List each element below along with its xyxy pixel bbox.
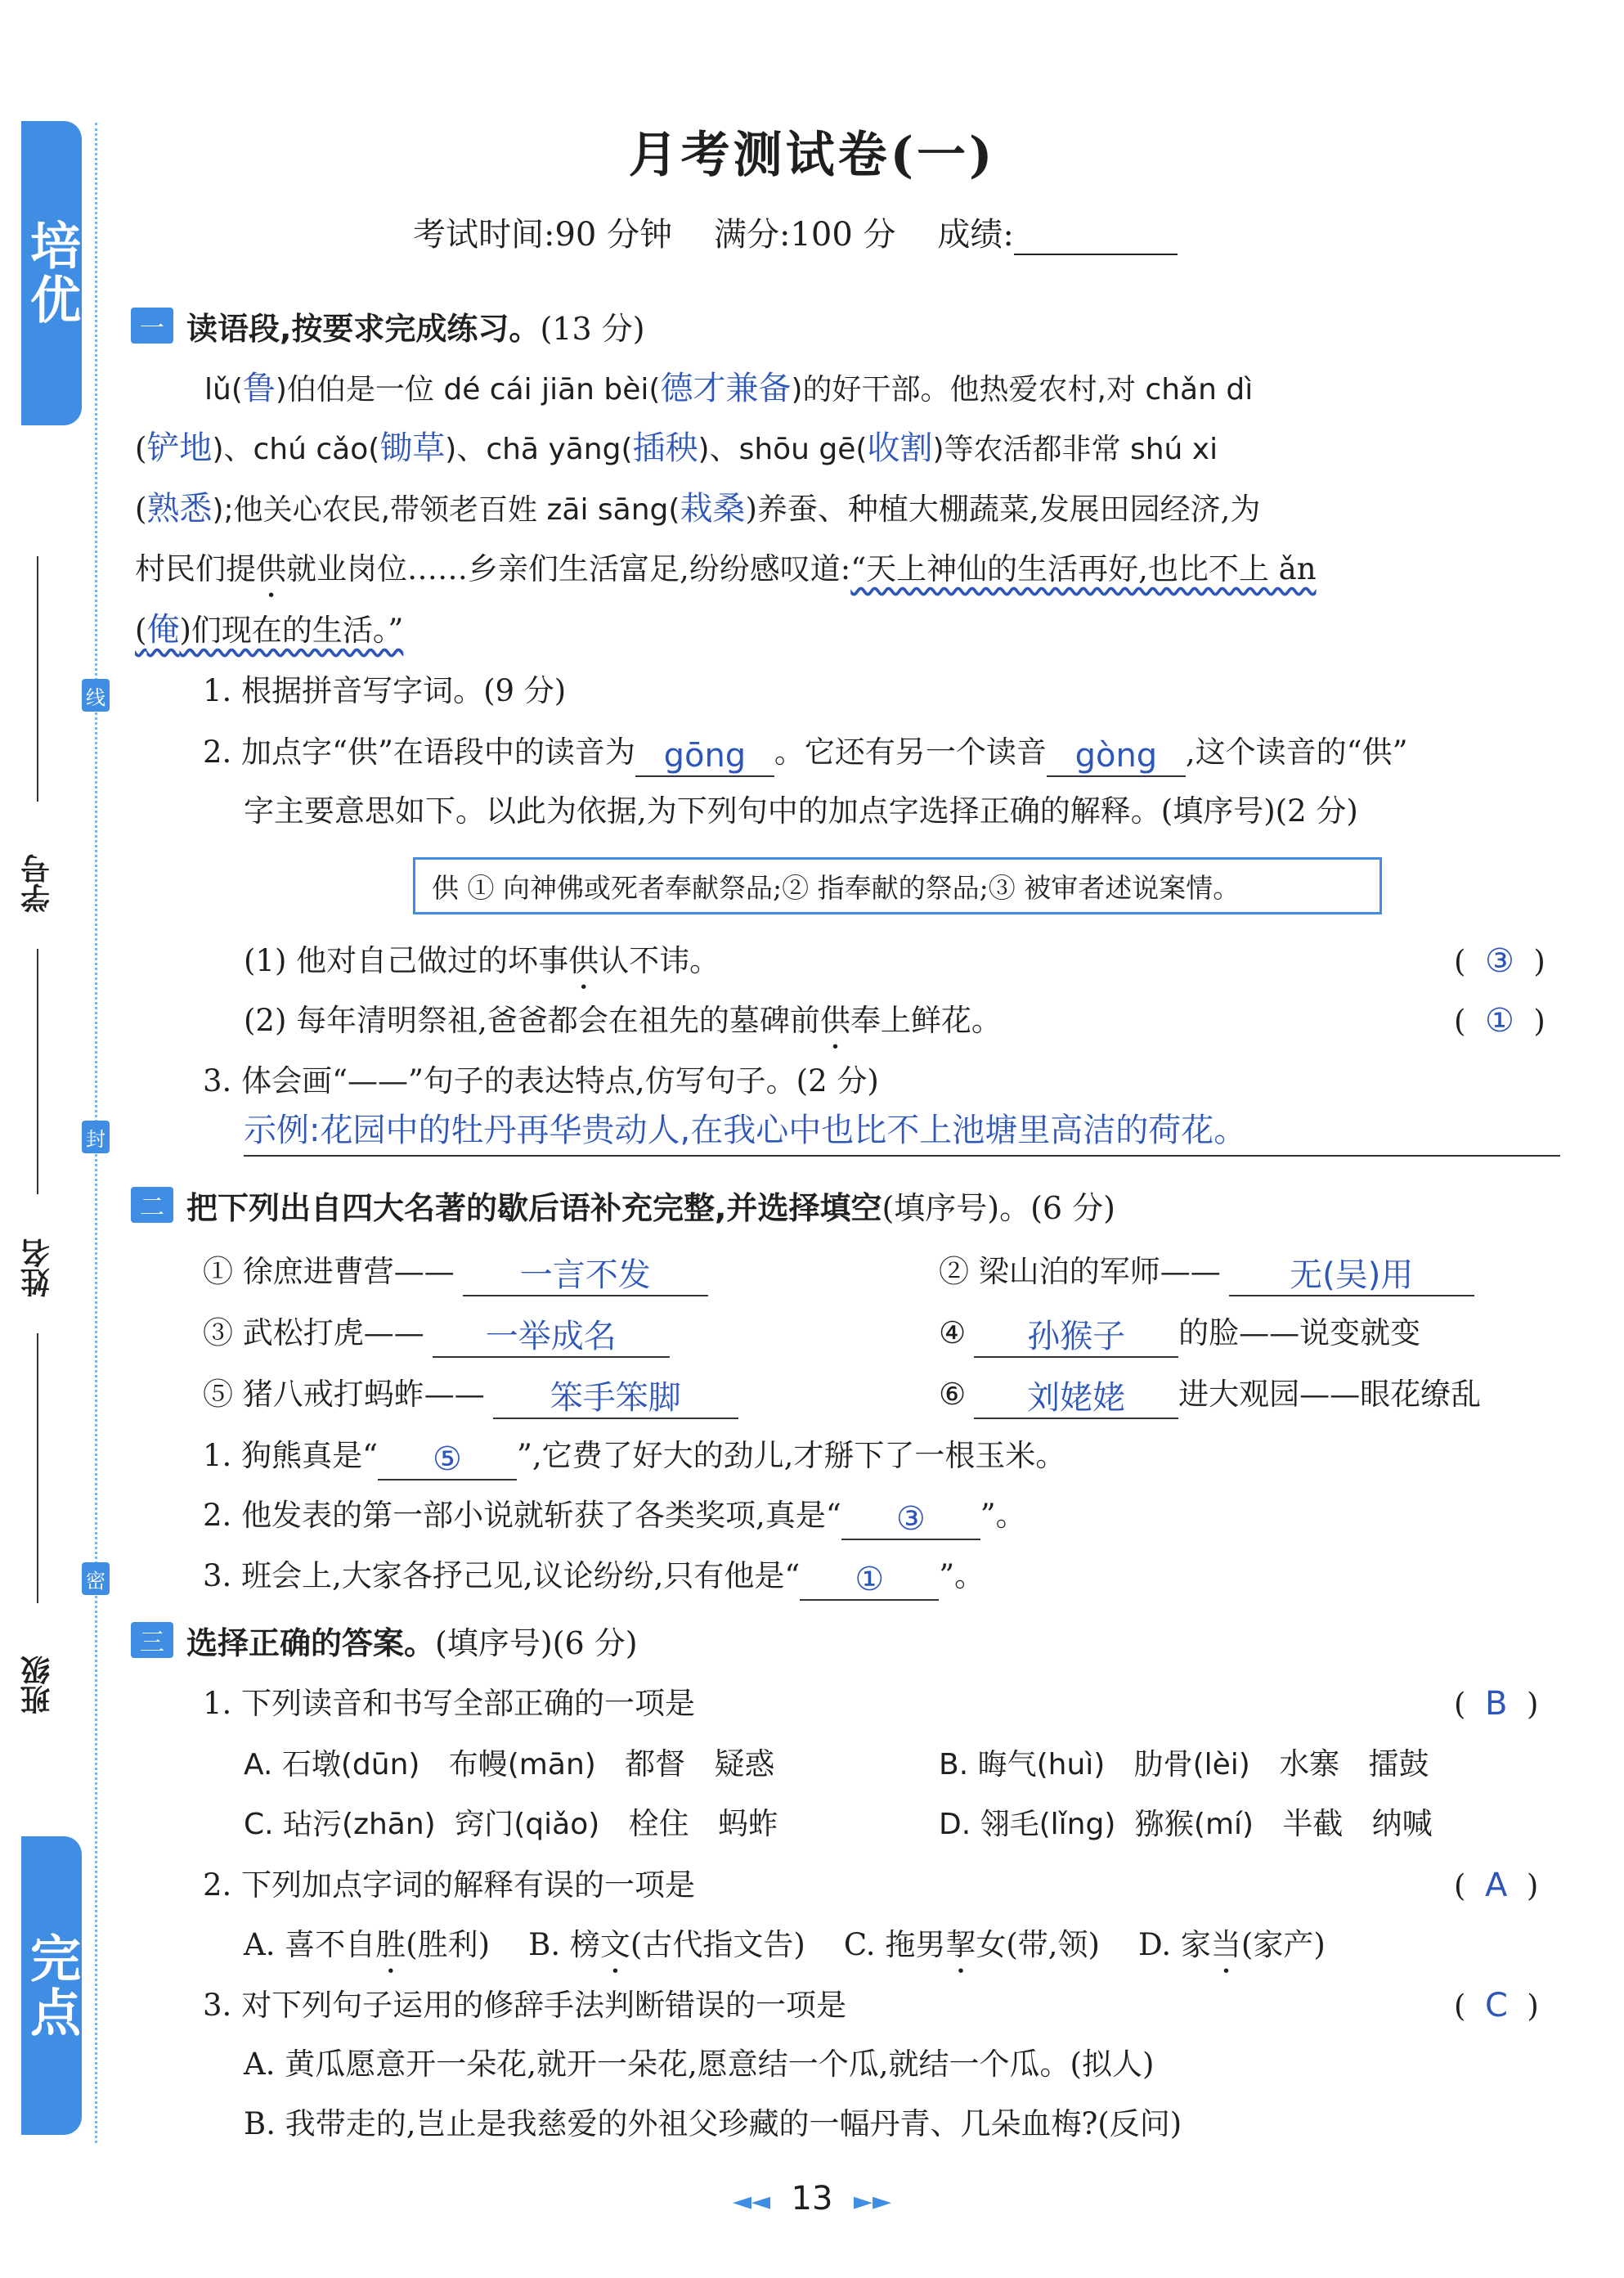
- answer-zaisang: 栽桑: [680, 490, 746, 528]
- mc-question-1: 1. 下列读音和书写全部正确的一项是: [203, 1686, 696, 1721]
- section-3-badge: 三: [131, 1622, 173, 1658]
- idiom-item-1: ① 徐庶进曹营—— 一言不发: [203, 1247, 708, 1296]
- answer-chandi: 铲地: [146, 429, 213, 467]
- section-1-header: [131, 301, 645, 350]
- section-3-header: [131, 1615, 638, 1665]
- mc-question-3: 3. 对下列句子运用的修辞手法判断错误的一项是: [203, 1988, 847, 2023]
- prev-arrow-icon[interactable]: ◄◄: [732, 2187, 771, 2216]
- score-blank[interactable]: [1014, 254, 1178, 255]
- answer-gong1[interactable]: gōng: [635, 736, 774, 777]
- mc1-option-a: A. 石墩(dūn) 布幔(mān) 都督 疑惑: [244, 1746, 775, 1782]
- section-2-score: (填序号)。(6 分): [882, 1189, 1116, 1226]
- dotted-gong: 供: [256, 551, 286, 586]
- idiom-answer-6[interactable]: 刘姥姥: [974, 1378, 1178, 1419]
- idiom-item-5: ⑤ 猪八戒打蚂蚱—— 笨手笨脚: [203, 1370, 738, 1419]
- cut-mark-line: 线: [82, 679, 110, 712]
- passage-line-5: (俺)们现在的生活。”: [135, 611, 404, 649]
- mc3-option-a: A. 黄瓜愿意开一朵花,就开一朵花,愿意结一个瓜,就结一个瓜。(拟人): [244, 2047, 1155, 2082]
- mc1-option-c: C. 玷污(zhān) 窍门(qiǎo) 栓住 蚂蚱: [244, 1806, 778, 1841]
- definition-box: 供 ① 向神佛或死者奉献祭品;② 指奉献的祭品;③ 被审者述说案情。: [413, 857, 1382, 914]
- idiom-answer-5[interactable]: 笨手笨脚: [493, 1378, 738, 1419]
- answer-shuxi: 熟悉: [146, 490, 213, 528]
- student-id-label: 学号: [20, 854, 55, 913]
- section-1-score: (13 分): [540, 310, 645, 347]
- answer-shouge: 收割: [867, 429, 933, 467]
- mc1-option-d: D. 翎毛(lǐng) 猕猴(mí) 半截 纳喊: [939, 1806, 1433, 1841]
- answer-decaijianbei: 德才兼备: [660, 370, 792, 407]
- name-line: [37, 949, 38, 1194]
- section-2-header: [131, 1180, 1115, 1229]
- mc-answer-3[interactable]: ( C ): [1454, 1987, 1539, 2024]
- exam-meta: [413, 209, 1178, 255]
- answer-an: 俺: [146, 611, 180, 649]
- class-line: [37, 1333, 38, 1603]
- section-3-title: 选择正确的答案。: [186, 1624, 436, 1661]
- sub-question-1: (1) 他对自己做过的坏事供认不讳。: [244, 943, 720, 978]
- mc2-options: A. 喜不自胜(胜利) B. 榜文(古代指文告) C. 拖男挈女(带,领) D. 家当(家产): [244, 1927, 1326, 1962]
- wavy-underlined-sentence: “天上神仙的生活再好,也比不上 ǎn: [850, 551, 1317, 586]
- mc1-option-b: B. 晦气(huì) 肋骨(lèi) 水寨 擂鼓: [939, 1746, 1429, 1782]
- cut-mark-secret: 密: [82, 1562, 110, 1595]
- answer-chucao: 锄草: [379, 429, 446, 467]
- question-1-2: 2. 加点字“供”在语段中的读音为 gōng 。它还有另一个读音 gòng ,这个读音的“供”: [203, 728, 1408, 777]
- section-3-score: (填序号)(6 分): [435, 1624, 638, 1661]
- sub-answer-2[interactable]: ( ① ): [1454, 1002, 1545, 1040]
- question-1-1: 1. 根据拼音写字词。(9 分): [203, 673, 567, 708]
- page-title: 月考测试卷(一): [628, 127, 996, 184]
- idiom-answer-4[interactable]: 孙猴子: [974, 1317, 1178, 1358]
- section-1-badge: 一: [131, 308, 173, 344]
- answer-chayang: 插秧: [632, 429, 698, 467]
- sub-question-2: (2) 每年清明祭祖,爸爸都会在祖先的墓碑前供奉上鲜花。: [244, 1003, 1002, 1038]
- sub-answer-1[interactable]: ( ③ ): [1454, 942, 1545, 980]
- page-number: 13: [791, 2180, 833, 2217]
- exam-score-label: 成绩:: [937, 216, 1014, 254]
- name-label: 姓名: [20, 1238, 55, 1297]
- fill-answer-1[interactable]: ⑤: [378, 1440, 517, 1480]
- idiom-answer-1[interactable]: 一言不发: [463, 1256, 708, 1296]
- fill-3: 3. 班会上,大家各抒己见,议论纷纷,只有他是“ ① ”。: [203, 1552, 985, 1601]
- passage-line-1: lǔ(鲁)伯伯是一位 dé cái jiān bèi(德才兼备)的好干部。他热爱农村,对 chǎn dì: [204, 370, 1254, 407]
- question-1-2-cont: 字主要意思如下。以此为依据,为下列句中的加点字选择正确的解释。(填序号)(2 分): [244, 793, 1358, 829]
- idiom-item-4: ④ 孙猴子 的脸——说变就变: [939, 1309, 1420, 1358]
- section-2-title: 把下列出自四大名著的歇后语补充完整,并选择填空: [186, 1189, 882, 1226]
- idiom-answer-3[interactable]: 一举成名: [433, 1317, 670, 1358]
- mc3-option-b: B. 我带走的,岂止是我慈爱的外祖父珍藏的一幅丹青、几朵血梅?(反问): [244, 2106, 1182, 2141]
- next-arrow-icon[interactable]: ►►: [853, 2187, 892, 2216]
- idiom-item-2: ② 梁山泊的军师—— 无(吴)用: [939, 1247, 1474, 1296]
- section-1-title: 读语段,按要求完成练习。: [186, 310, 541, 347]
- student-id-line: [37, 556, 38, 802]
- page-footer: [0, 2180, 1624, 2217]
- idiom-item-3: ③ 武松打虎—— 一举成名: [203, 1309, 670, 1358]
- tab-top-label: 培优: [21, 219, 82, 327]
- class-label: 班级: [20, 1656, 55, 1714]
- fill-answer-2[interactable]: ③: [841, 1499, 980, 1540]
- mc-question-2: 2. 下列加点字词的解释有误的一项是: [203, 1867, 696, 1903]
- answer-gong2[interactable]: gòng: [1047, 736, 1186, 777]
- exam-time: 考试时间:90 分钟: [413, 216, 673, 254]
- question-1-3: 3. 体会画“——”句子的表达特点,仿写句子。(2 分): [203, 1063, 879, 1099]
- section-2-badge: 二: [131, 1187, 173, 1223]
- fill-1: 1. 狗熊真是“ ⑤ ”,它费了好大的劲儿,才掰下了一根玉米。: [203, 1431, 1065, 1480]
- cut-mark-seal: 封: [82, 1121, 110, 1153]
- mc-answer-1[interactable]: ( B ): [1454, 1685, 1539, 1723]
- sidebar-tab-bottom: [21, 1836, 82, 2135]
- fill-answer-3[interactable]: ①: [800, 1560, 939, 1601]
- mc-answer-2[interactable]: ( A ): [1454, 1867, 1539, 1904]
- passage-line-2: (铲地)、chú cǎo(锄草)、chā yāng(插秧)、shōu gē(收割)等农活都非常 shú xi: [135, 429, 1218, 467]
- passage-line-3: (熟悉);他关心农民,带领老百姓 zāi sāng(栽桑)养蚕、种植大棚蔬菜,发展田园经济,为: [135, 490, 1261, 528]
- idiom-answer-2[interactable]: 无(吴)用: [1229, 1256, 1474, 1296]
- passage-line-4: 村民们提供就业岗位……乡亲们生活富足,纷纷感叹道:“天上神仙的生活再好,也比不上 ǎn: [135, 551, 1317, 586]
- answer-1-3[interactable]: 示例:花园中的牡丹再华贵动人,在我心中也比不上池塘里高洁的荷花。: [244, 1106, 1560, 1157]
- exam-full-score: 满分:100 分: [713, 216, 896, 254]
- idiom-item-6: ⑥ 刘姥姥 进大观园——眼花缭乱: [939, 1370, 1481, 1419]
- answer-lu: 鲁: [242, 370, 276, 407]
- tab-bottom-label: 完点: [21, 1931, 82, 2040]
- fill-2: 2. 他发表的第一部小说就斩获了各类奖项,真是“ ③ ”。: [203, 1491, 1026, 1540]
